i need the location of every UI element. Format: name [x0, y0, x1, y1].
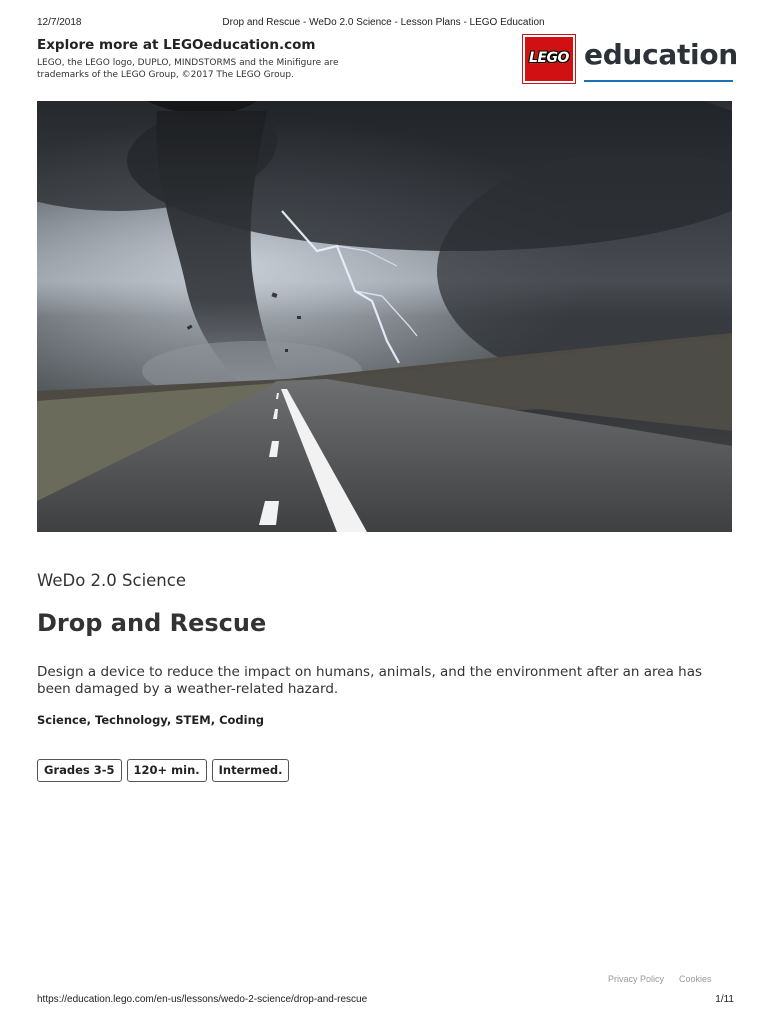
tag-grades: Grades 3-5 — [37, 759, 122, 782]
education-wordmark: education — [584, 38, 738, 71]
print-page-title: Drop and Rescue - WeDo 2.0 Science - Lesson Plans - LEGO Education — [222, 17, 545, 28]
wordmark-underline — [584, 80, 733, 82]
lego-education-logo[interactable] — [523, 35, 738, 85]
hero-image — [37, 101, 732, 532]
lesson-description: Design a device to reduce the impact on humans, animals, and the environment after an area has been damaged by a weather-related hazard. — [37, 664, 703, 697]
cookies-link[interactable]: Cookies — [679, 974, 712, 984]
print-date: 12/7/2018 — [37, 17, 82, 28]
lesson-subjects: Science, Technology, STEM, Coding — [37, 713, 265, 727]
print-footer — [37, 994, 734, 1008]
tag-level: Intermed. — [212, 759, 290, 782]
brand-block — [37, 37, 457, 81]
page-counter: 1/11 — [715, 994, 734, 1005]
lesson-title: Drop and Rescue — [37, 609, 267, 637]
print-url: https://education.lego.com/en-us/lessons/wedo-2-science/drop-and-rescue — [37, 994, 368, 1005]
lego-logo-text: LEGO — [529, 50, 569, 66]
tag-duration: 120+ min. — [127, 759, 207, 782]
lego-logo-icon — [523, 35, 575, 83]
lesson-subtitle: WeDo 2.0 Science — [37, 571, 186, 590]
tornado-illustration — [37, 101, 732, 532]
privacy-policy-link[interactable]: Privacy Policy — [608, 974, 665, 984]
footer-links — [608, 974, 712, 984]
explore-link[interactable]: Explore more at LEGOeducation.com — [37, 37, 316, 53]
trademark-notice: LEGO, the LEGO logo, DUPLO, MINDSTORMS and the Minifigure are trademarks of the LEGO Group, ©2017 The LEGO Group. — [37, 58, 339, 80]
lesson-tags — [37, 759, 289, 782]
print-header — [37, 17, 730, 31]
